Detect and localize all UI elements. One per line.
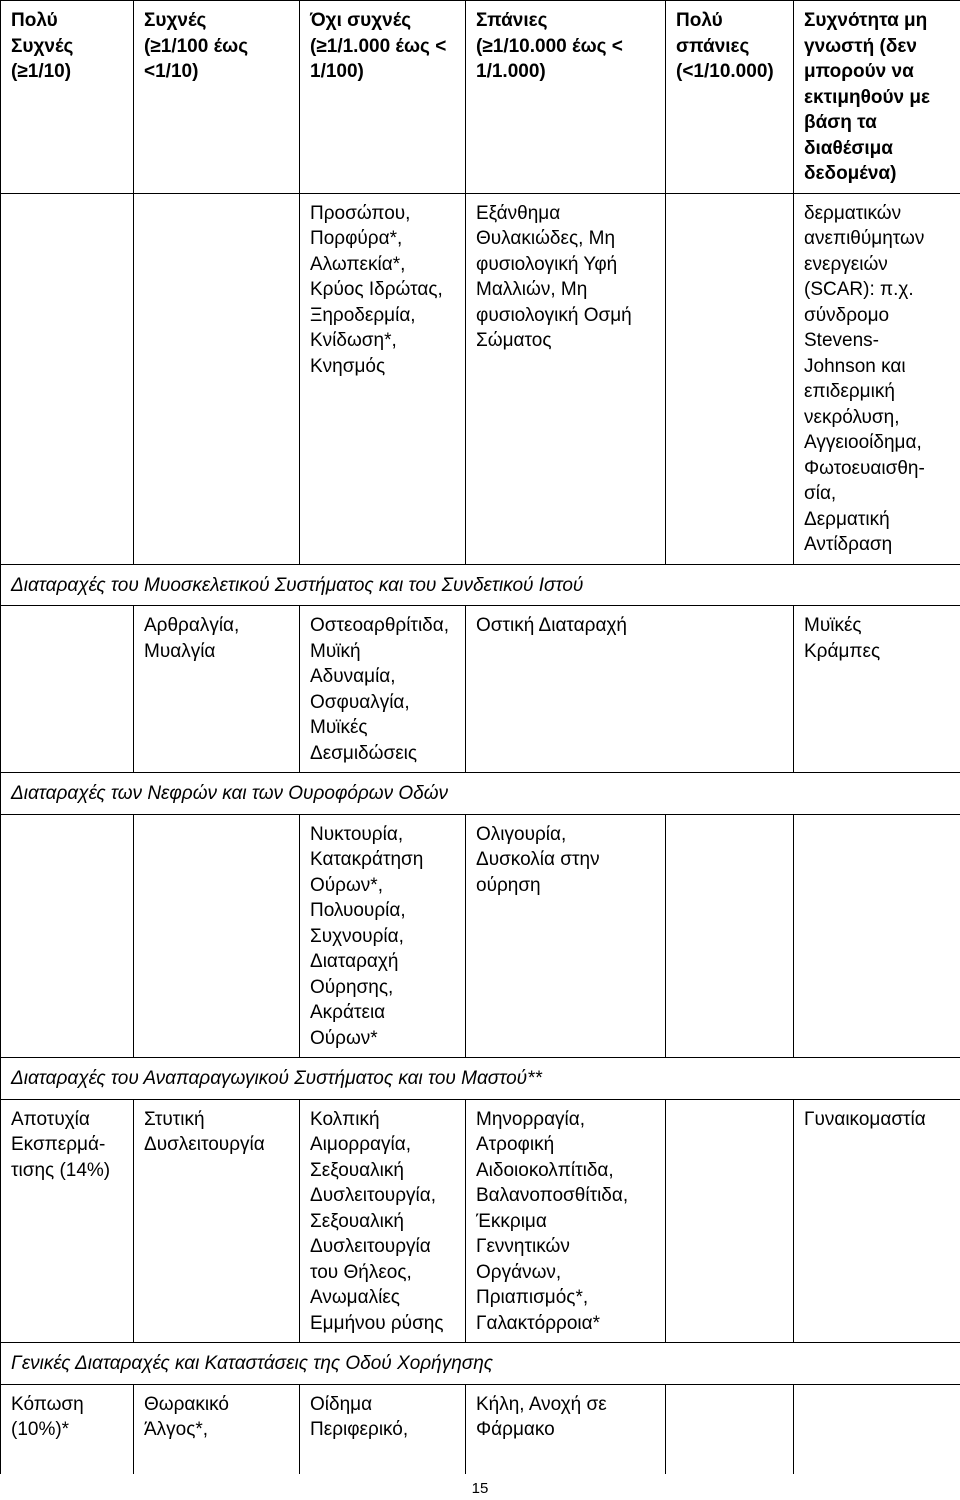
skin-unknown-cell: δερματικών ανεπιθύμητων ενεργειών (SCAR): π.χ. σύνδρομο Stevens- Johnson και επιδερμική νεκρόλυση, Αγγειοοίδημα, Φωτοευαισθη- σία, Δερματική Αντίδραση <box>794 193 960 564</box>
renal-very-common-cell <box>1 814 134 1058</box>
renal-very-rare-cell <box>666 814 794 1058</box>
skin-rare-cell: Εξάνθημα Θυλακιώδες, Μη φυσιολογική Υφή Μαλλιών, Μη φυσιολογική Οσμή Σώματος <box>466 193 666 564</box>
musculoskeletal-unknown-cell: Μυϊκές Κράμπες <box>794 606 960 773</box>
renal-unknown-cell <box>794 814 960 1058</box>
general-very-rare-cell <box>666 1384 794 1474</box>
skin-very-common-cell <box>1 193 134 564</box>
renal-uncommon-cell: Νυκτουρία, Κατακράτηση Ούρων*, Πολυουρία, Συχνουρία, Διαταραχή Ούρησης, Ακράτεια Ούρων* <box>300 814 466 1058</box>
header-frequency-unknown: Συχνότητα μη γνωστή (δεν μπορούν να εκτιμηθούν με βάση τα διαθέσιμα δεδομένα) <box>794 1 960 194</box>
skin-common-cell <box>134 193 300 564</box>
section-header-renal <box>1 773 960 815</box>
table-row-renal <box>1 814 960 1058</box>
reproductive-very-common-cell: Αποτυχία Εκσπερμά- τισης (14%) <box>1 1099 134 1343</box>
table-row-musculoskeletal <box>1 606 960 773</box>
reproductive-common-cell: Στυτική Δυσλειτουργία <box>134 1099 300 1343</box>
page-number: 15 <box>471 1480 489 1497</box>
section-title-reproductive: Διαταραχές του Αναπαραγωγικού Συστήματος και του Μαστού** <box>1 1058 960 1100</box>
header-common: Συχνές (≥1/100 έως <1/10) <box>134 1 300 194</box>
musculoskeletal-common-cell: Αρθραλγία, Μυαλγία <box>134 606 300 773</box>
skin-uncommon-cell: Προσώπου, Πορφύρα*, Αλωπεκία*, Κρύος Ιδρώτας, Ξηροδερμία, Κνίδωση*, Κνησμός <box>300 193 466 564</box>
section-header-reproductive <box>1 1058 960 1100</box>
header-very-rare: Πολύ σπάνιες (<1/10.000) <box>666 1 794 194</box>
header-uncommon: Όχι συχνές (≥1/1.000 έως < 1/100) <box>300 1 466 194</box>
musculoskeletal-very-common-cell <box>1 606 134 773</box>
frequency-header-row <box>1 1 960 194</box>
reproductive-rare-cell: Μηνορραγία, Ατροφική Αιδοιοκολπίτιδα, Βαλανοποσθίτιδα, Έκκριμα Γεννητικών Οργάνων, Πριαπισμός*, Γαλακτόρροια* <box>466 1099 666 1343</box>
section-title-general: Γενικές Διαταραχές και Καταστάσεις της Οδού Χορήγησης <box>1 1343 960 1385</box>
musculoskeletal-uncommon-cell: Οστεοαρθρίτιδα, Μυϊκή Αδυναμία, Οσφυαλγία, Μυϊκές Δεσμιδώσεις <box>300 606 466 773</box>
section-header-musculoskeletal <box>1 564 960 606</box>
section-header-general <box>1 1343 960 1385</box>
section-title-renal: Διαταραχές των Νεφρών και των Ουροφόρων Οδών <box>1 773 960 815</box>
table-row-reproductive <box>1 1099 960 1343</box>
renal-rare-cell: Ολιγουρία, Δυσκολία στην ούρηση <box>466 814 666 1058</box>
table-row-general <box>1 1384 960 1474</box>
general-very-common-cell: Κόπωση (10%)* <box>1 1384 134 1474</box>
general-rare-cell: Κήλη, Ανοχή σε Φάρμακο <box>466 1384 666 1474</box>
header-rare: Σπάνιες (≥1/10.000 έως < 1/1.000) <box>466 1 666 194</box>
section-title-musculoskeletal: Διαταραχές του Μυοσκελετικού Συστήματος και του Συνδετικού Ιστού <box>1 564 960 606</box>
renal-common-cell <box>134 814 300 1058</box>
header-very-common: Πολύ Συχνές (≥1/10) <box>1 1 134 194</box>
reproductive-very-rare-cell <box>666 1099 794 1343</box>
skin-very-rare-cell <box>666 193 794 564</box>
general-unknown-cell <box>794 1384 960 1474</box>
table-row-skin <box>1 193 960 564</box>
reproductive-uncommon-cell: Κολπική Αιμορραγία, Σεξουαλική Δυσλειτουργία, Σεξουαλική Δυσλειτουργία του Θήλεος, Ανωμαλίες Εμμήνου ρύσης <box>300 1099 466 1343</box>
reproductive-unknown-cell: Γυναικομαστία <box>794 1099 960 1343</box>
general-uncommon-cell: Οίδημα Περιφερικό, <box>300 1384 466 1474</box>
musculoskeletal-rare-cell: Οστική Διαταραχή <box>466 606 794 773</box>
general-common-cell: Θωρακικό Άλγος*, <box>134 1384 300 1474</box>
